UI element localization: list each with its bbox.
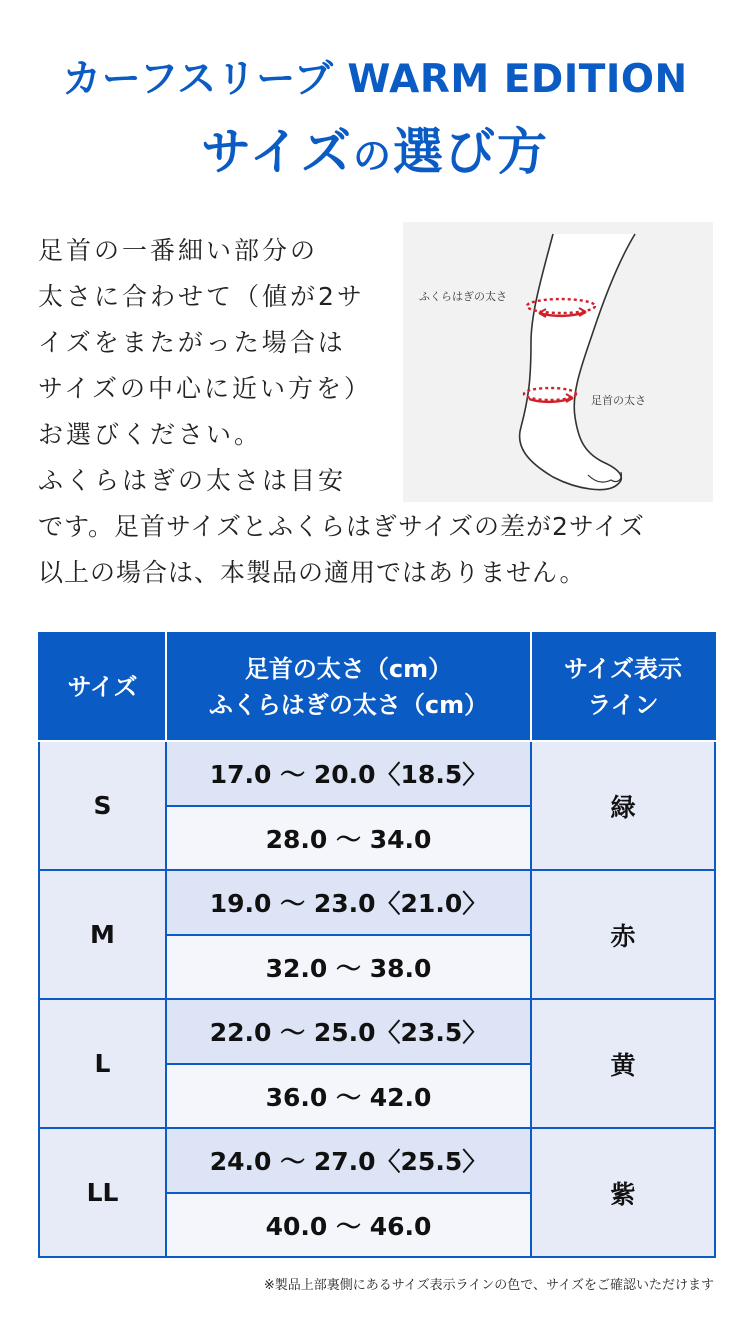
calf-range-cell: 32.0 〜 38.0 <box>166 935 531 1000</box>
description-line: イズをまたがった場合は <box>38 328 346 357</box>
description-line: ふくらはぎの太さは目安 <box>38 466 347 495</box>
description-line: 太さに合わせて（値が2サ <box>38 282 365 311</box>
size-cell: L <box>39 999 166 1128</box>
table-row <box>39 999 715 1064</box>
description-line: サイズの中心に近い方を） <box>38 374 373 403</box>
ankle-label: 足首の太さ <box>591 394 646 407</box>
size-table <box>38 632 716 1258</box>
ankle-range-cell: 24.0 〜 27.0〈25.5〉 <box>166 1128 531 1193</box>
subtitle-part-no: の <box>352 134 393 178</box>
subtitle-part-how: 選び方 <box>393 123 549 181</box>
description-line: 足首の一番細い部分の <box>38 236 319 265</box>
header-measure: 足首の太さ（cm） ふくらはぎの太さ（cm） <box>166 633 531 741</box>
size-cell: M <box>39 870 166 999</box>
line-color-cell: 赤 <box>531 870 715 999</box>
table-header-row <box>39 633 715 741</box>
line-color-cell: 緑 <box>531 741 715 870</box>
page-subtitle <box>0 112 750 184</box>
size-cell: LL <box>39 1128 166 1257</box>
calf-label: ふくらはぎの太さ <box>419 290 507 303</box>
subtitle-part-size: サイズ <box>200 123 353 181</box>
calf-range-cell: 40.0 〜 46.0 <box>166 1193 531 1258</box>
description-line: です。足首サイズとふくらはぎサイズの差が2サイズ <box>38 512 645 541</box>
page-title: カーフスリーブ WARM EDITION <box>62 57 688 102</box>
ankle-range-cell: 17.0 〜 20.0〈18.5〉 <box>166 741 531 806</box>
description-line: お選びください。 <box>38 420 263 449</box>
line-color-cell: 黄 <box>531 999 715 1128</box>
leg-measurement-illustration <box>403 222 713 502</box>
calf-range-cell: 36.0 〜 42.0 <box>166 1064 531 1129</box>
leg-drawing <box>403 222 713 502</box>
calf-range-cell: 28.0 〜 34.0 <box>166 806 531 871</box>
size-cell: S <box>39 741 166 870</box>
header-line: サイズ表示 ライン <box>531 633 715 741</box>
table-row <box>39 870 715 935</box>
ankle-range-cell: 19.0 〜 23.0〈21.0〉 <box>166 870 531 935</box>
ankle-range-cell: 22.0 〜 25.0〈23.5〉 <box>166 999 531 1064</box>
footnote: ※製品上部裏側にあるサイズ表示ラインの色で、サイズをご確認いただけます <box>263 1278 714 1293</box>
table-row <box>39 1128 715 1193</box>
table-row <box>39 741 715 806</box>
header-size: サイズ <box>39 633 166 741</box>
line-color-cell: 紫 <box>531 1128 715 1257</box>
description-line: 以上の場合は、本製品の適用ではありません。 <box>38 558 586 587</box>
